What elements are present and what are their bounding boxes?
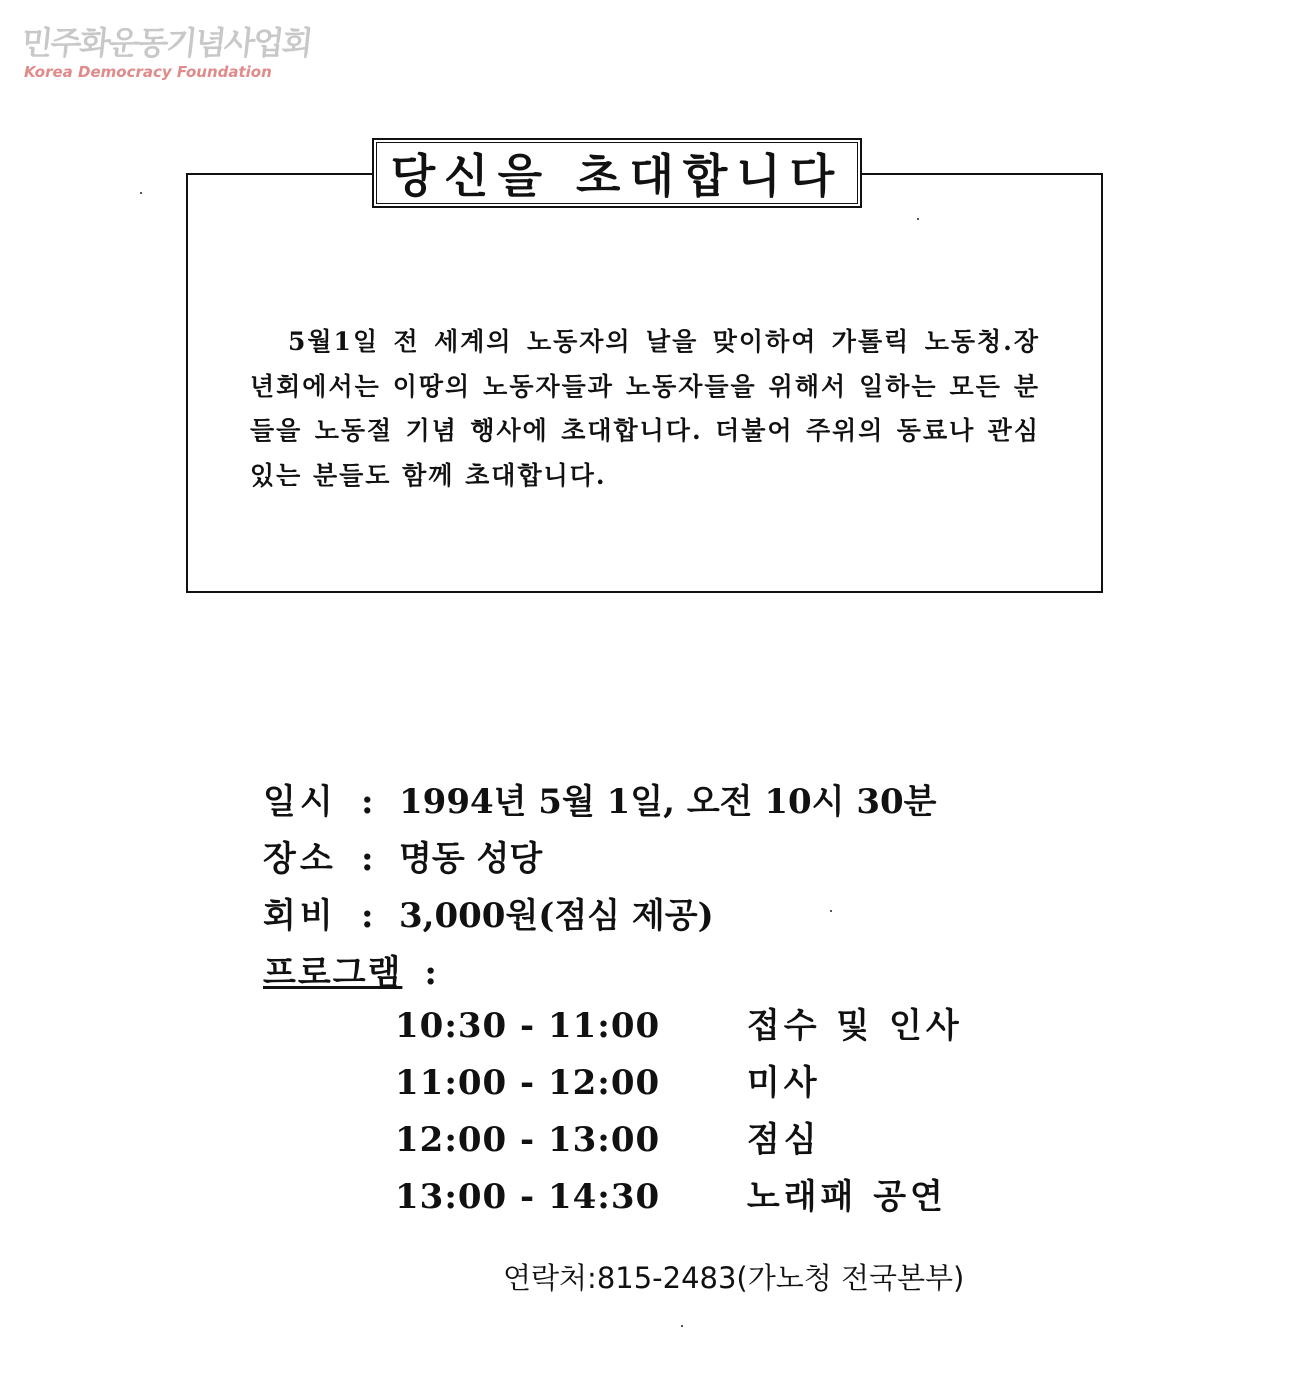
detail-place xyxy=(263,831,937,888)
detail-program-colon: : xyxy=(424,953,437,993)
detail-program xyxy=(263,945,937,1002)
scan-speck xyxy=(681,1325,683,1327)
schedule-event: 노래패 공연 xyxy=(746,1177,947,1217)
schedule-time: 12:00 - 13:00 xyxy=(395,1120,661,1160)
contact-info: 연락처:815-2483(가노청 전국본부) xyxy=(503,1261,965,1295)
detail-date-colon: : xyxy=(361,782,374,822)
invitation-body: 5월1일 전 세계의 노동자의 날을 맞이하여 가톨릭 노동청.장년회에서는 이땅의 노동자들과 노동자들을 위해서 일하는 모든 분들을 노동절 기념 행사에 초대합니다. 더불어 주위의 동료나 관심있는 분들도 함께 초대합니다. xyxy=(250,327,1040,490)
schedule-time: 10:30 - 11:00 xyxy=(395,1006,661,1046)
schedule-event: 점심 xyxy=(746,1120,821,1160)
schedule-time: 11:00 - 12:00 xyxy=(395,1063,661,1103)
schedule-row xyxy=(395,998,963,1055)
detail-program-label: 프로그램 xyxy=(263,953,403,993)
invitation-title-box xyxy=(372,138,862,208)
scan-speck xyxy=(830,910,832,912)
program-schedule xyxy=(395,998,963,1226)
schedule-row xyxy=(395,1055,963,1112)
watermark-english: Korea Democracy Foundation xyxy=(24,63,272,81)
detail-fee-colon: : xyxy=(361,896,374,936)
detail-date xyxy=(263,774,937,831)
event-details xyxy=(263,774,937,1002)
detail-fee xyxy=(263,888,937,945)
schedule-event: 미사 xyxy=(746,1063,821,1103)
schedule-row xyxy=(395,1112,963,1169)
scan-speck xyxy=(140,192,142,194)
detail-date-value: 1994년 5월 1일, 오전 10시 30분 xyxy=(399,782,937,822)
detail-fee-label: 회비 xyxy=(263,896,337,936)
detail-place-value: 명동 성당 xyxy=(399,839,543,879)
detail-fee-value: 3,000원(점심 제공) xyxy=(399,896,714,936)
invitation-title: 당신을 초대합니다 xyxy=(390,149,844,203)
watermark-korean: 민주화운동기념사업회 xyxy=(19,24,313,62)
scan-speck xyxy=(917,218,919,220)
detail-place-colon: : xyxy=(361,839,374,879)
schedule-row xyxy=(395,1169,963,1226)
detail-place-label: 장소 xyxy=(263,839,337,879)
detail-date-label: 일시 xyxy=(263,782,337,822)
schedule-time: 13:00 - 14:30 xyxy=(395,1177,661,1217)
schedule-event: 접수 및 인사 xyxy=(746,1006,963,1046)
